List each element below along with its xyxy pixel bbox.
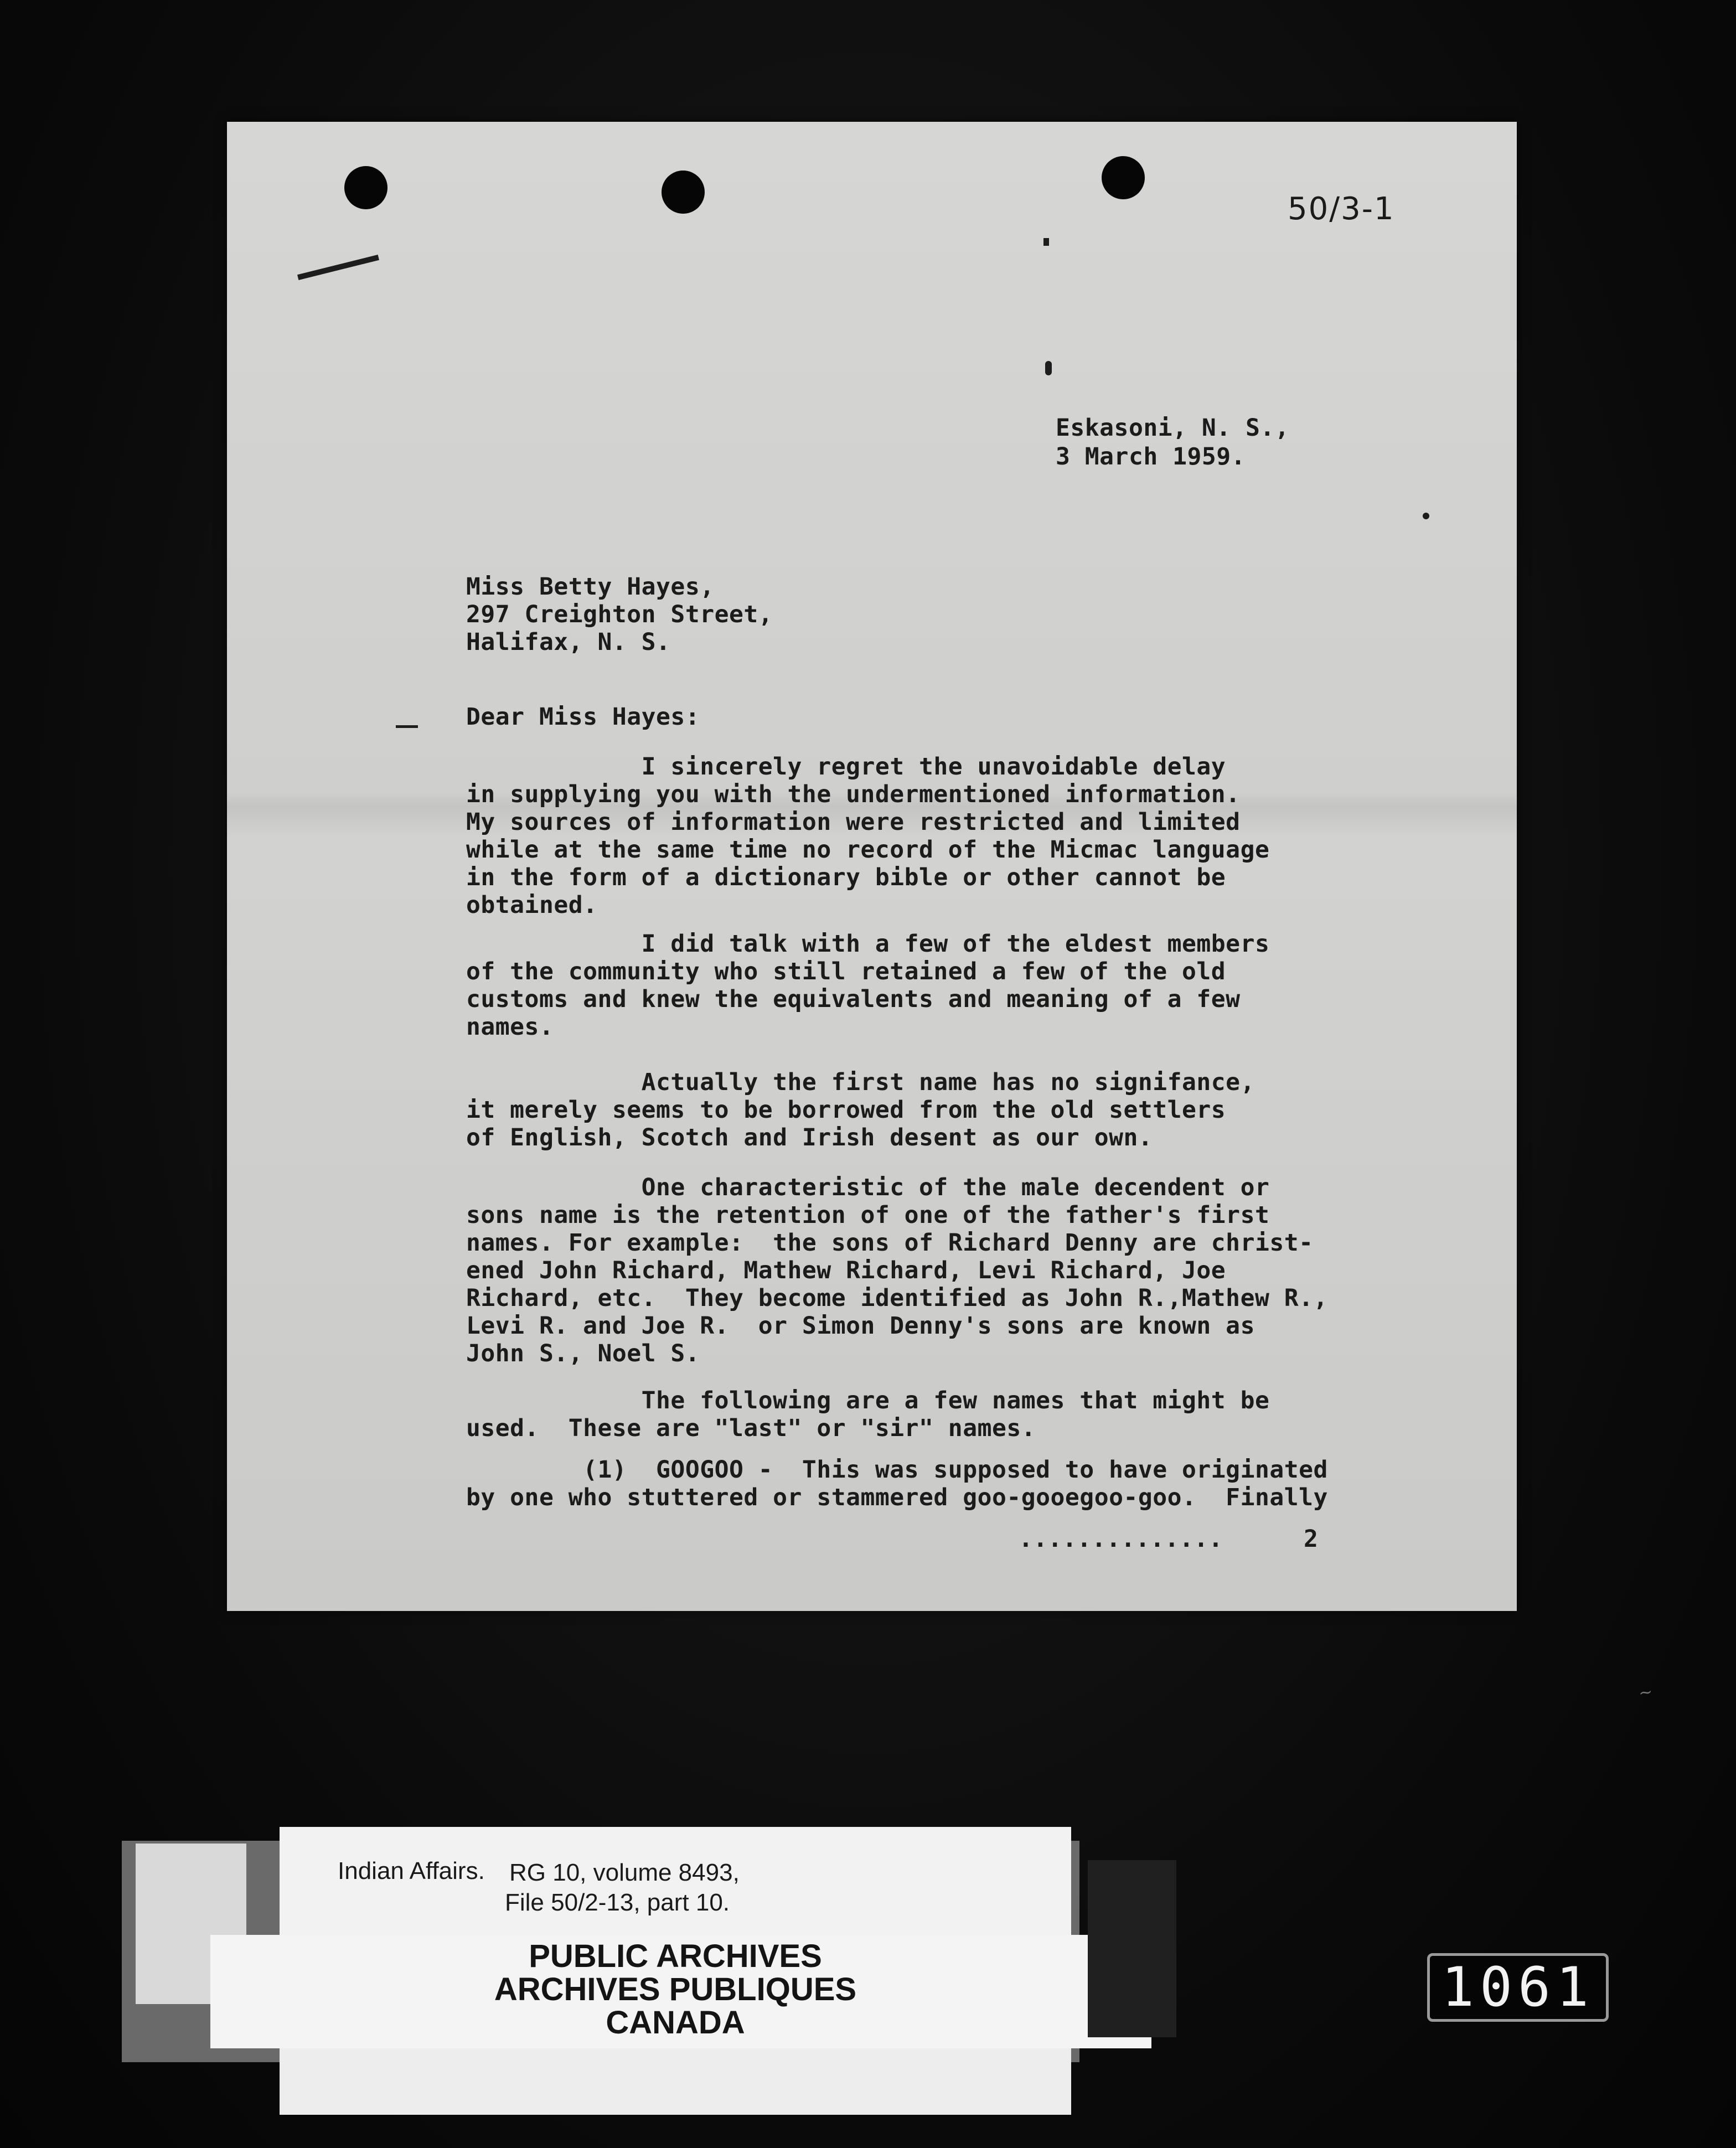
pen-mark [297, 255, 379, 280]
text-line: The following are a few names that might be [466, 1387, 1270, 1414]
text-line: by one who stuttered or stammered goo-gooegoo-goo. Finally [466, 1484, 1328, 1511]
punch-hole [344, 166, 388, 209]
ink-spot [1423, 513, 1429, 519]
label-record-group: RG 10, volume 8493, [509, 1859, 740, 1886]
letter-place: Eskasoni, N. S., [1056, 414, 1290, 442]
paragraph [466, 753, 1269, 919]
address-line: Miss Betty Hayes, [466, 573, 715, 601]
punch-hole [662, 171, 705, 214]
text-line: it merely seems to be borrowed from the old settlers [466, 1096, 1226, 1124]
text-line: names. [466, 1013, 554, 1041]
text-line: in the form of a dictionary bible or other cannot be [466, 864, 1226, 891]
paragraph [466, 930, 1269, 1041]
letter-page [227, 122, 1517, 1611]
text-line: (1) GOOGOO - This was supposed to have originated [466, 1456, 1328, 1484]
text-line: I did talk with a few of the eldest members [466, 930, 1270, 958]
continuation-dots: .............. [1019, 1525, 1223, 1553]
ink-spot [1043, 238, 1049, 246]
text-line: ened John Richard, Mathew Richard, Levi Richard, Joe [466, 1257, 1226, 1284]
text-line: obtained. [466, 891, 598, 919]
frame-counter: 1061 [1427, 1953, 1609, 2022]
archive-name-english: PUBLIC ARCHIVES [529, 1938, 822, 1974]
label-department: Indian Affairs. [338, 1857, 485, 1884]
text-line: customs and knew the equivalents and meaning of a few [466, 985, 1241, 1013]
paragraph [466, 1387, 1269, 1442]
text-line: sons name is the retention of one of the father's first [466, 1201, 1270, 1229]
pen-mark [396, 725, 418, 728]
archive-label-tab [280, 2048, 1071, 2115]
margin-scribble: ~ [1637, 1682, 1654, 1703]
text-line: while at the same time no record of the Micmac language [466, 836, 1270, 864]
salutation: Dear Miss Hayes: [466, 703, 700, 731]
text-line: Levi R. and Joe R. or Simon Denny's sons are known as [466, 1312, 1255, 1340]
ink-spot [1045, 361, 1052, 375]
paragraph [466, 1174, 1328, 1367]
text-line: names. For example: the sons of Richard Denny are christ- [466, 1229, 1314, 1257]
address-line: 297 Creighton Street, [466, 601, 773, 628]
text-line: My sources of information were restricted and limited [466, 808, 1241, 836]
next-page-number: 2 [1304, 1525, 1319, 1553]
text-line: I sincerely regret the unavoidable delay [466, 753, 1226, 781]
text-line: of the community who still retained a few of the old [466, 958, 1226, 985]
archive-name-french: ARCHIVES PUBLIQUES [494, 1971, 857, 2007]
paragraph [466, 1068, 1255, 1152]
text-line: Actually the first name has no signifance, [466, 1068, 1255, 1096]
label-shadow [1088, 1860, 1176, 2037]
letter-date: 3 March 1959. [1056, 443, 1246, 471]
text-line: John S., Noel S. [466, 1340, 700, 1367]
text-line: of English, Scotch and Irish desent as our own. [466, 1124, 1153, 1152]
recipient-address [466, 573, 773, 656]
text-line: One characteristic of the male decendent or [466, 1174, 1270, 1201]
paragraph [466, 1456, 1328, 1511]
archive-country: CANADA [606, 2005, 745, 2041]
text-line: used. These are "last" or "sir" names. [466, 1414, 1036, 1442]
label-file: File 50/2-13, part 10. [505, 1889, 730, 1916]
punch-hole [1102, 156, 1145, 199]
file-reference: 50/3-1 [1288, 191, 1395, 227]
text-line: in supplying you with the undermentioned information. [466, 781, 1241, 808]
address-line: Halifax, N. S. [466, 628, 671, 656]
text-line: Richard, etc. They become identified as John R.,Mathew R., [466, 1284, 1328, 1312]
